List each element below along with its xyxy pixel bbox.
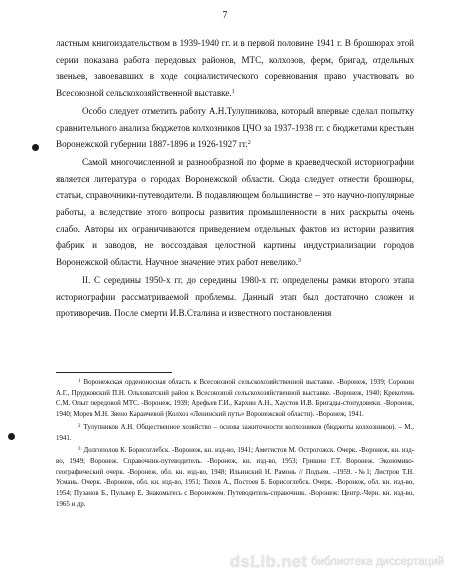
page-number: 7 <box>222 10 228 21</box>
footnote-ref: 2 <box>247 140 251 147</box>
footnote-ref: 3 <box>298 258 302 265</box>
margin-bullet-dot <box>8 433 15 440</box>
footnote <box>56 445 414 510</box>
watermark-caption: библиотека диссертаций <box>311 556 444 568</box>
watermark-logo: dsLib.net <box>229 552 308 571</box>
footnote <box>56 377 414 421</box>
footnote-mark: 1 <box>78 379 81 384</box>
footnote-separator <box>56 372 172 373</box>
paragraph-text: Особо следует отметить работу А.Н.Тулупникова, который впервые сделал попытку сравнительного анализа бюджетов колхозников ЦЧО за 1937-1938 гг. с бюджетами крестьян Воронежской губернии 1887-1896 и 1926-1927 гг. <box>56 105 414 150</box>
paragraph <box>56 103 414 153</box>
footnote-text: Долгополов К. Борисоглебск. -Воронеж, кн. изд-во, 1941; Аметистов М. Острогожск. Очерк. -Воронеж, кн. изд-во, 1949; Воронеж. Справочник-путеводитель. -Воронеж, кн. изд-во, 1953; Гришин Г.Т. Воронеж. Экономико-географический очерк. -Воронеж, обл. кн. изд-во, 1948; Ильинский Н. Рамонь // Подъем. –1959. -№1; Листров Т.Н. Усмань. Очерк. -Воронеж, обл. кн. изд-во, 1951; Тихов А., Постоев Б. Борисоглебск. Очерк. -Воронеж, обл. кн. изд-во, 1954; Пузанов Б., Пульвер Е. Знакомьтесь с Воронежем. Путеводитель-справочник. -Воронеж: Центр.-Черн. кн. изд-во, 1965 и др. <box>56 447 414 508</box>
section-paragraph <box>56 272 414 322</box>
footnote-ref: 1 <box>231 89 235 96</box>
paragraph-text: ластным книгоиздательством в 1939-1940 гг. и в первой половине 1941 г. В брошюрах этой серии показана работа передовых районов, МТС, колхозов, ферм, бригад, отдельных звеньев, завоевавших в ходе социалистического соревнования право участвовать во Всесоюзной сельскохозяйственной выставке. <box>56 38 414 99</box>
paragraph <box>56 154 414 271</box>
footnote-mark: 2 <box>78 423 81 429</box>
footnote <box>56 422 414 444</box>
paragraph <box>56 35 414 102</box>
footnotes <box>56 377 414 511</box>
margin-bullet-dot <box>32 144 39 151</box>
footnote-text: Воронежская орденоносная область к Всесоюзной сельскохозяйственной выставке. -Воронеж, 1939; Сорокин А.Г., Прудковский П.Н. Ольховатский район к Всесоюзной сельскохозяйственной выставке. -Воронеж, 1940; Крекотень С.М. Опыт передовой МТС. -Воронеж, 1939; Арефьев Г.И., Кархин А.Н., Хаустов И.В. Бригады-стопудовики. -Воронеж, 1940; Морев М.Н. Звено Караичевой (Колхоз «Ленинский путь» Воронежской области). -Воронеж, 1941. <box>56 379 414 419</box>
watermark <box>230 550 444 574</box>
main-text <box>56 35 414 322</box>
paragraph-text: Самой многочисленной и разнообразной по форме в краеведческой историографии является литература о городах Воронежской области. Сюда следует отнести брошюры, статьи, справочники-путеводители. В подавляющем большинстве – это научно-популярные работы, а вследствие этого вопросы развития промышленности в них раскрыты очень слабо. Авторы их ограничиваются приведением отдельных фактов из истории развития фабрик и заводов, не воссоздавая целостной картины индустриализации городов Воронежской области. Научное значение этих работ невелико. <box>56 156 414 268</box>
section-numeral: II. <box>82 274 91 285</box>
paragraph-text: С середины 1950-х гг. до середины 1980-х гг. определены рамки второго этапа историографии рассматриваемой проблемы. Данный этап был достаточно сложен и противоречив. После смерти И.В.Сталина и известного постановления <box>56 274 414 319</box>
footnote-text: Тулупников А.Н. Общественное хозяйство – основа зажиточности колхозников (бюджеты колхозников). – М., 1941. <box>56 423 414 442</box>
footnote-mark: 3 <box>78 447 81 453</box>
